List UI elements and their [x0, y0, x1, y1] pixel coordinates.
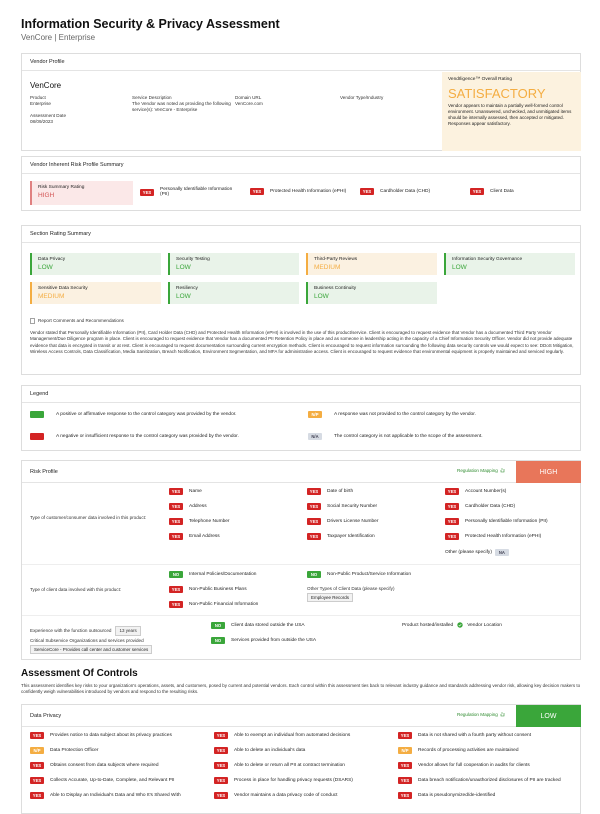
consumer-data-grid: [169, 488, 579, 563]
rating-box-value: LOW: [314, 293, 329, 300]
client-item-label: Non-Public Business Plans: [189, 587, 247, 592]
yes-chip: YES: [30, 777, 44, 784]
report-comments-label: [30, 318, 124, 324]
control-item-label: Vendor allows for full cooperation in audits for clients: [418, 763, 530, 768]
rating-box-value: LOW: [38, 264, 53, 271]
experience-value: 13 years: [115, 626, 140, 636]
control-item: [214, 732, 350, 739]
consumer-item-label: Date of birth: [327, 489, 354, 494]
overall-rating-panel: [442, 72, 581, 151]
card-header-label: Risk Profile: [30, 468, 58, 475]
consumer-item-label: Email Address: [189, 534, 220, 539]
other-specify-label: Other (please specify): [445, 550, 492, 555]
no-chip: NO: [211, 637, 225, 644]
control-item-label: Provides notice to data subject about its privacy practices: [50, 733, 172, 738]
consumer-item: [307, 503, 377, 510]
yes-chip: YES: [214, 747, 228, 754]
control-item: [398, 732, 531, 739]
control-item: [398, 777, 561, 784]
rating-box: [444, 253, 575, 275]
page-title: Information Security & Privacy Assessment: [21, 17, 280, 31]
legend-text: A negative or insufficient response to the control category was provided by the vendor.: [56, 434, 239, 439]
consumer-item: [169, 533, 220, 540]
yes-chip: YES: [250, 188, 264, 195]
inherent-item-label: Personally Identifiable Information (PII): [160, 187, 233, 197]
card-header: [22, 54, 580, 71]
no-chip: NO: [307, 571, 321, 578]
control-item: [30, 762, 159, 769]
rating-box-label: Security Testing: [176, 257, 210, 262]
report-comments-text: Vendor stated that Personally Identifiable Information (PII), Card Holder Data (CHD) and Protected Health Information (ePHI) is involved in the use of this product/service. Client is encouraged to request evidence that Vendor has a documented Third Party Vendor Management/Due Diligence program in place. Client is encouraged to request evidence that Vendor has a documented PII Retention Policy in place and as someone in leadership acting in the capacity of a Chief Information Security Officer. Vendor did not provide adequate evidence that data is encrypted in transit or at rest. Client is encouraged to request documentation surrounding current encryption methods. Client is encouraged to request information surrounding the following data security controls we would expect to see: DDoS Mitigation, Wireless Access Controls, Data Classification, Media Sanitization, Breach Notification, Environment Segmentation, and MFA for administrative access. Client is encouraged to request evidence that environmental equipment is properly maintained and serviced regularly.: [30, 330, 574, 354]
control-item-label: Able to Display an Individual's Data and Who It's Shared With: [50, 793, 181, 798]
card-header-label: Vendor Inherent Risk Profile Summary: [30, 162, 124, 168]
client-outside-usa: [211, 622, 305, 629]
other-client-value: [307, 593, 353, 602]
card-header: [22, 226, 580, 243]
risk-profile-rating: HIGH: [516, 461, 581, 483]
consumer-item: [169, 503, 207, 510]
card-header-label: Vendor Profile: [30, 59, 65, 65]
critical-subservice-value: [30, 645, 152, 654]
regulation-mapping-text: Regulation Mapping: [457, 712, 498, 717]
yes-chip: YES: [445, 533, 459, 540]
control-item-label: Able to delete an individual's data: [234, 748, 306, 753]
rating-box-label: Information Security Governance: [452, 257, 523, 262]
no-chip: NO: [211, 622, 225, 629]
control-item-label: Data Protection Officer: [50, 748, 99, 753]
card-header-label: Legend: [30, 391, 49, 397]
rating-box: [30, 282, 161, 304]
control-item-label: Able to delete or return all PII at contract termination: [234, 763, 345, 768]
overall-rating-label: VendIligence™ Overall Rating: [448, 77, 512, 82]
yes-chip: YES: [398, 762, 412, 769]
data-privacy-card: [21, 704, 581, 814]
experience-label-text: Experience with the function outsourced: [30, 627, 112, 633]
consumer-item-label: Taxpayer Identification: [327, 534, 375, 539]
control-item-label: Process in place for handling privacy requests (DSARS): [234, 778, 353, 783]
data-privacy-rating: LOW: [516, 705, 581, 727]
product-value: Enterprise: [30, 101, 51, 106]
np-chip: N/P: [30, 747, 44, 754]
control-item-label: Obtains consent from data subjects where required: [50, 763, 159, 768]
legend-text: A response was not provided to the control category by the vendor.: [334, 412, 476, 417]
yes-chip: YES: [214, 777, 228, 784]
vendor-type-label: Vendor Type/Industry: [340, 95, 384, 100]
consumer-item: [445, 518, 548, 525]
controls-desc: This assessment identifies key risks to your organization's operations, assets, and customers, posed by current and potential vendors. Each control within this assessment ties back to relevant industry guidance and standards addressing vendor risk, allowing key decision makers to confidently weigh vulnerabilities introduced by vendors and respond to the resulting risks.: [21, 683, 581, 695]
risk-summary-label: Risk Summary Rating: [38, 185, 85, 190]
consumer-item-label: Address: [189, 504, 207, 509]
rating-box: [168, 253, 299, 275]
consumer-item: [445, 533, 541, 540]
control-item-label: Data is pseudonymized/de-identified: [418, 793, 496, 798]
vendor-name: VenCore: [30, 81, 62, 90]
yes-chip: YES: [214, 732, 228, 739]
section-rating-card: [21, 225, 581, 375]
rating-box: [30, 253, 161, 275]
yes-chip: YES: [140, 189, 154, 196]
overall-rating-desc: Vendor appears to maintain a partially well-formed control environment. Unanswered, unchecked, and unmitigated items should be internally assessed, then accepted or mitigated. Responses appear satisfactory.: [448, 103, 572, 127]
client-item: [169, 586, 247, 593]
yes-chip: YES: [169, 533, 183, 540]
legend-item: [30, 433, 239, 440]
inherent-item: [140, 187, 240, 197]
vendor-location-label: Vendor Location: [467, 622, 502, 628]
assessment-date-value: 08/09/2023: [30, 119, 53, 124]
yes-chip: YES: [398, 777, 412, 784]
card-header-label: Data Privacy: [30, 712, 62, 719]
rating-box-label: Resiliency: [176, 286, 198, 291]
control-item-label: Collects Accurate, Up-to-Date, Complete, and Relevant PII: [50, 778, 175, 783]
no-chip: NO: [169, 571, 183, 578]
yes-chip: YES: [169, 503, 183, 510]
rating-box-value: MEDIUM: [314, 264, 341, 271]
rating-box: [306, 253, 437, 275]
external-link-icon: [500, 468, 505, 473]
legend-text: The control category is not applicable to the scope of the assessment.: [334, 434, 483, 439]
services-outside-label: Services provided from outside the USA: [231, 638, 317, 643]
rating-box-value: LOW: [452, 264, 467, 271]
yes-chip: YES: [307, 533, 321, 540]
yes-chip: YES: [169, 518, 183, 525]
controls-title: Assessment Of Controls: [21, 668, 138, 679]
other-specify: [445, 549, 509, 556]
control-item: [398, 762, 530, 769]
report-comments-label-text: Report Comments and Recommendations: [38, 318, 124, 323]
rating-box-value: MEDIUM: [38, 293, 65, 300]
card-header-label: Section Rating Summary: [30, 231, 91, 237]
consumer-data-label: Type of customer/consumer data involved in this product:: [30, 515, 147, 520]
inherent-item: [470, 188, 514, 195]
red-swatch: [30, 433, 44, 440]
control-item-label: Vendor maintains a data privacy code of conduct: [234, 793, 338, 798]
product-label: Product: [30, 95, 46, 100]
legend-text: A positive or affirmative response to the control category was provided by the vendor.: [56, 412, 237, 417]
client-item-label: Internal Policies/Documentation: [189, 572, 257, 577]
inherent-item-label: Cardholder Data (CHD): [380, 189, 431, 194]
card-header: [22, 157, 580, 174]
control-item-label: Data is not shared with a fourth party without consent: [418, 733, 532, 738]
yes-chip: YES: [307, 488, 321, 495]
hosted-label: Product hosted/installed: [402, 622, 454, 628]
consumer-item-label: Name: [189, 489, 202, 494]
legend-item: [308, 433, 483, 440]
yes-chip: YES: [470, 188, 484, 195]
control-item-label: Data breach notification/unauthorized disclosures of PII are tracked: [418, 778, 561, 783]
inherent-item-label: Protected Health Information (ePHI): [270, 189, 347, 194]
yes-chip: YES: [360, 188, 374, 195]
client-item-label: Non-Public Product/Service Information: [327, 572, 411, 577]
consumer-item: [445, 488, 506, 495]
control-item: [214, 747, 305, 754]
consumer-item-label: Protected Health Information (ePHI): [465, 534, 542, 539]
yes-chip: YES: [169, 488, 183, 495]
hosted-installed: [402, 622, 502, 628]
consumer-item: [169, 518, 230, 525]
control-item: [30, 747, 98, 754]
card-header: [22, 386, 580, 403]
control-item: [214, 777, 353, 784]
consumer-item-label: Account Number(s): [465, 489, 507, 494]
control-item: [214, 762, 345, 769]
rating-box-label: Sensitive Data Security: [38, 286, 88, 291]
na-chip: NA: [495, 549, 509, 556]
consumer-item-label: Drivers License Number: [327, 519, 379, 524]
yes-chip: YES: [214, 792, 228, 799]
domain-label: Domain URL: [235, 95, 262, 100]
consumer-item-label: Personally Identifiable Information (PII): [465, 519, 548, 524]
rating-box-label: Data Privacy: [38, 257, 66, 262]
assessment-date-label: Assessment Date: [30, 113, 66, 118]
yes-chip: YES: [445, 503, 459, 510]
inherent-risk-card: [21, 156, 581, 211]
client-item-label: Non-Public Financial Information: [189, 602, 259, 607]
yes-chip: YES: [30, 792, 44, 799]
control-item: [30, 792, 181, 799]
rating-box-label: Business Continuity: [314, 286, 357, 291]
yes-chip: YES: [445, 488, 459, 495]
consumer-item: [445, 503, 515, 510]
external-link-icon: [500, 712, 505, 717]
yes-chip: YES: [307, 518, 321, 525]
consumer-item: [307, 488, 353, 495]
regulation-mapping-link[interactable]: [457, 468, 505, 473]
control-item: [30, 732, 172, 739]
consumer-item-label: Telephone Number: [189, 519, 230, 524]
domain-value: VenCore.com: [235, 101, 263, 106]
consumer-item: [169, 488, 202, 495]
yes-chip: YES: [398, 792, 412, 799]
regulation-mapping-link[interactable]: [457, 712, 505, 717]
consumer-item: [307, 533, 375, 540]
other-client-label: Other Types of Client Data (please specify): [307, 586, 395, 591]
control-item: [398, 747, 519, 754]
yes-chip: YES: [445, 518, 459, 525]
experience-label: [30, 626, 141, 636]
legend-card: [21, 385, 581, 451]
risk-summary-box: [30, 181, 133, 205]
service-label: Service Description: [132, 95, 172, 100]
control-item: [398, 792, 495, 799]
divider: [22, 615, 580, 616]
rating-box: [168, 282, 299, 304]
green-swatch: [30, 411, 44, 418]
risk-profile-card: [21, 460, 581, 660]
yes-chip: YES: [169, 601, 183, 608]
rating-box-label: Third-Party Reviews: [314, 257, 358, 262]
client-data-label: Type of client data involved with this product:: [30, 587, 122, 592]
critical-subservice-label: Critical Subservice Organizations and services provided: [30, 638, 144, 643]
document-icon: [30, 318, 35, 324]
page-subtitle: VenCore | Enterprise: [21, 33, 96, 42]
inherent-item: [360, 188, 430, 195]
overall-rating-value: SATISFACTORY: [448, 86, 546, 101]
inherent-item-label: Client Data: [490, 189, 514, 194]
client-outside-label: Client data stored outside the USA: [231, 623, 305, 628]
control-item-label: Able to exempt an individual from automated decisions: [234, 733, 351, 738]
yes-chip: YES: [214, 762, 228, 769]
service-value: The Vendor was noted as providing the following service(s): VenCore - Enterprise: [132, 101, 231, 113]
rating-box: [306, 282, 437, 304]
regulation-mapping-text: Regulation Mapping: [457, 468, 498, 473]
rating-box-value: LOW: [176, 264, 191, 271]
np-chip: N/P: [308, 411, 322, 418]
client-item: [169, 571, 256, 578]
control-item-label: Records of processing activities are maintained: [418, 748, 519, 753]
yes-chip: YES: [398, 732, 412, 739]
client-item: [307, 571, 411, 578]
risk-summary-value: HIGH: [38, 192, 55, 199]
vendor-profile-card: [21, 53, 581, 151]
na-chip: N/A: [308, 433, 322, 440]
rating-box-value: LOW: [176, 293, 191, 300]
yes-chip: YES: [307, 503, 321, 510]
yes-chip: YES: [30, 762, 44, 769]
control-item: [214, 792, 337, 799]
legend-item: [308, 411, 476, 418]
consumer-item-label: Social Security Number: [327, 504, 378, 509]
control-item: [30, 777, 175, 784]
other-client-tag: Employee Records: [307, 593, 353, 602]
inherent-item: [250, 188, 346, 195]
critical-subservice-tag: ServiceCore - Provides call center and customer services: [30, 645, 152, 654]
yes-chip: YES: [169, 586, 183, 593]
services-outside-usa: [211, 637, 316, 644]
check-circle-icon: [457, 622, 463, 628]
np-chip: N/P: [398, 747, 412, 754]
client-item: [169, 601, 258, 608]
consumer-item-label: Cardholder Data (CHD): [465, 504, 516, 509]
consumer-item: [307, 518, 378, 525]
divider: [22, 564, 580, 565]
legend-item: [30, 411, 236, 418]
yes-chip: YES: [30, 732, 44, 739]
